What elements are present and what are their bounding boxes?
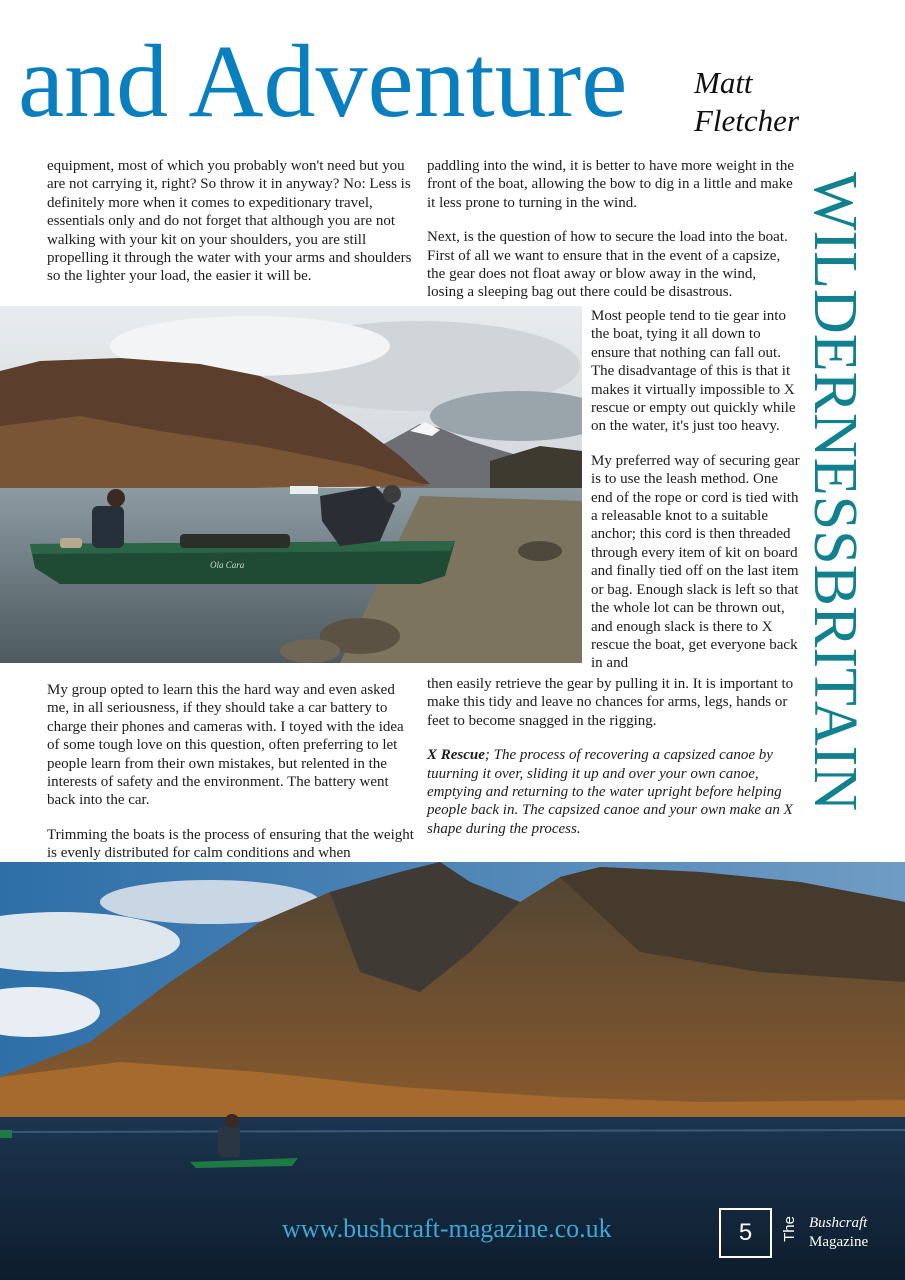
paragraph-text: paddling into the wind, it is better to have more weight in the front of the boat, allowing the bow to dig in a little and make it less prone to turning in the wind. [427, 158, 795, 211]
paragraph-narrow-column [591, 307, 803, 673]
author-first-name: Matt [694, 65, 753, 100]
paragraph-text: then easily retrieve the gear by pulling it in. It is important to make this tidy and leave no chances for arms, legs, hands or feet to become snagged in the rigging. [427, 676, 794, 729]
canoe-name-label: Ola Cara [210, 560, 245, 570]
paragraph-text: My preferred way of securing gear is to use the leash method. One end of the rope or cord is tied with a releasable knot to a suitable anchor; this cord is then threaded through every item of kit on board and finally tied off on the last item or bag. Enough slack is left so that the whole lot can be thrown out, and enough slack is there to X rescue the boat, get everyone back in and [591, 452, 800, 672]
paragraph-text: Next, is the question of how to secure the load into the boat. First of all we want to ensure that in the event of a capsize, the gear does not float away or blow away in the wind, losing a sleeping bag out there could be disastrous. [427, 229, 788, 301]
paragraph-text: equipment, most of which you probably won't need but you are not carrying it, right? So throw it in anyway? No: Less is definitely more when it comes to expeditionary travel, essentials only and do not forget that although you are not walking with your kit on your shoulders, you are still propelling it through the water with your arms and shoulders so the lighter your load, the easier it will be. [47, 158, 412, 285]
paragraph-col2-bottom [427, 675, 797, 838]
definition-term: X Rescue [427, 747, 485, 764]
paragraph-col1-top [47, 157, 415, 286]
x-rescue-definition [427, 746, 797, 838]
article-headline: and Adventure [18, 24, 628, 139]
magazine-name-line2: Magazine [809, 1234, 869, 1250]
magazine-name-line1: Bushcraft [809, 1215, 868, 1231]
canoe-shore-photo [0, 306, 582, 663]
page-number: 5 [719, 1208, 772, 1258]
magazine-name [809, 1214, 868, 1252]
section-side-title: WILDERNESSBRITAIN [801, 172, 869, 812]
definition-text: ; The process of recovering a capsized canoe by tuurning it over, sliding it up and over your own canoe, emptying and returning to the water upright before helping people back in. The capsized canoe and your own make an X shape during the process. [427, 747, 793, 837]
paragraph-col1-bottom [47, 681, 417, 863]
author-last-name: Fletcher [694, 103, 800, 138]
paragraph-text: Most people tend to tie gear into the boat, tying it all down to ensure that nothing can fall out. The disadvantage of this is that it makes it virtually impossible to X rescue or empty out quickly while on the water, it's just too heavy. [591, 308, 796, 435]
paragraph-text: Trimming the boats is the process of ensuring that the weight is evenly distributed for calm conditions and when [47, 826, 414, 862]
paragraph-text: My group opted to learn this the hard way and even asked me, in all seriousness, if they should take a car battery to charge their phones and cameras with. I toyed with the idea of some tough love on this question, often preferring to let people learn from their own mistakes, but relented in the interests of safety and the environment. The battery went back into the car. [47, 682, 404, 809]
magazine-the-label: The [781, 1216, 798, 1242]
author-name [694, 64, 799, 140]
paragraph-col2-top [427, 157, 795, 302]
website-url-link[interactable]: www.bushcraft-magazine.co.uk [282, 1214, 612, 1243]
